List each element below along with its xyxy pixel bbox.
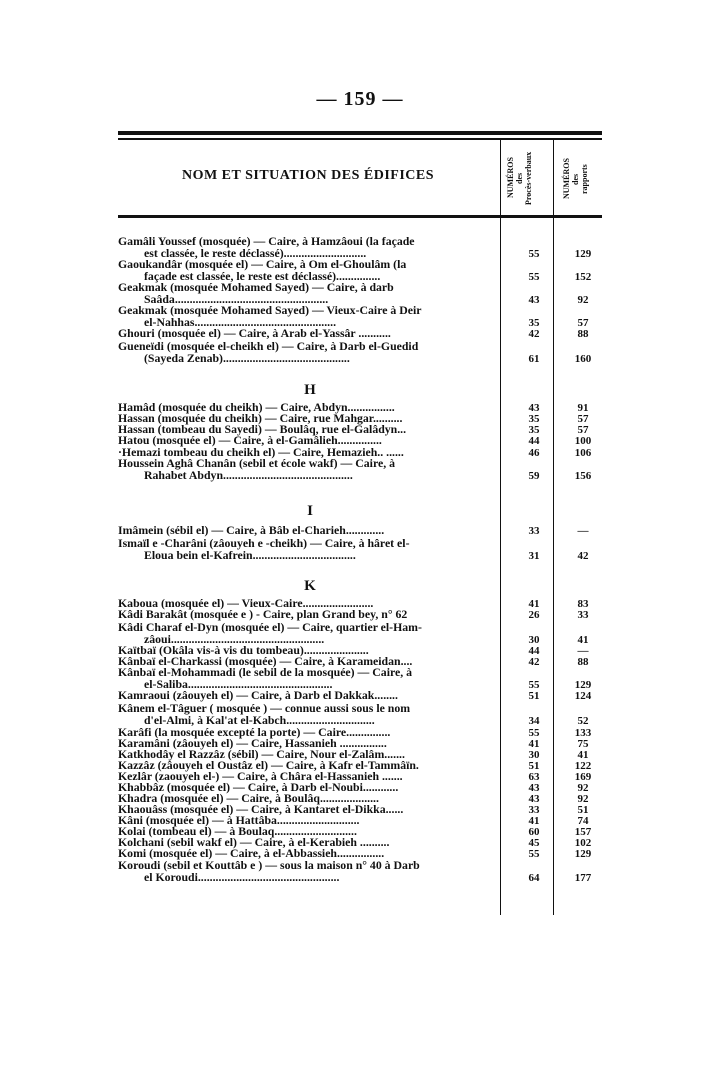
- entry-name: Houssein Aghâ Chanân (sebil et école wakf) — Caire, à Rahabet Abdyn............................................: [118, 456, 396, 482]
- proces-verbal-number: 34: [528, 714, 540, 727]
- section-letter-k: K: [304, 578, 316, 594]
- entry-name: Khabbâz (mosquée el) — Caire, à Darb el-Noubi............: [118, 780, 399, 794]
- rapport-number: 152: [574, 270, 592, 283]
- entry-name: Gaoukandâr (mosquée el) — Caire, à Om el-Ghoulâm (la façade est classée, le reste est déclassé)...............: [118, 257, 407, 283]
- proces-verbal-number: 63: [528, 771, 540, 783]
- proces-verbal-number: 55: [528, 848, 540, 860]
- rapport-number: 57: [577, 413, 589, 425]
- rapport-number: 133: [574, 727, 592, 739]
- entry-name: Kâni (mosquée el) — à Hattâba............................: [118, 813, 360, 827]
- rapport-number: 57: [577, 424, 589, 436]
- entry-name: Khadra (mosquée el) — Caire, à Boulâq....................: [118, 791, 379, 805]
- proces-verbal-number: 33: [528, 525, 540, 537]
- rapport-number: 157: [574, 826, 592, 838]
- section-letter-h: H: [304, 382, 316, 398]
- rapport-number: 75: [577, 738, 589, 750]
- entry-name: Karamâni (zâouyeh el) — Caire, Hassanieh ................: [118, 736, 387, 750]
- rapport-number: 124: [574, 690, 592, 702]
- proces-verbal-number: 30: [528, 749, 540, 761]
- proces-verbal-number: 61: [528, 352, 540, 365]
- entry-name: Koroudi (sebil et Kouttâb e ) — sous la maison n° 40 à Darb el Koroudi................................................: [118, 858, 420, 884]
- rapport-number: 122: [574, 760, 592, 772]
- rapport-number: 129: [574, 848, 592, 860]
- entry-name: Geakmak (mosquée Mohamed Sayed) — Caire, à darb Saâda....................................................: [118, 280, 394, 306]
- proces-verbal-number: 26: [528, 609, 540, 621]
- proces-verbal-number: 51: [528, 690, 540, 702]
- rapport-number: 41: [577, 633, 589, 646]
- entry-name: Kazzâz (zâouyeh el Oustâz el) — Caire, à Kafr el-Tammâïn.: [118, 758, 419, 772]
- entry-name: Kolai (tombeau el) — à Boulaq............................: [118, 824, 357, 838]
- proces-verbal-number: 59: [528, 469, 540, 482]
- entry-name: Kamraoui (zâouyeh el) — Caire, à Darb el Dakkak........: [118, 688, 398, 702]
- entry-name: Katkhodây el Razzâz (sébil) — Caire, Nour el-Zalâm.......: [118, 747, 405, 761]
- proces-verbal-number: 44: [528, 435, 540, 447]
- entry-name: Hatou (mosquée el) — Caire, à el-Gamâlieh...............: [118, 433, 382, 447]
- rapport-number: 52: [577, 714, 589, 727]
- proces-verbal-number: 33: [528, 804, 540, 816]
- entry-name: Kolchani (sebil wakf el) — Caire, à el-Kerabieh ..........: [118, 835, 390, 849]
- entry-name: Kânbaï el-Mohammadi (le sebil de la mosquée) — Caire, à el-Saliba.................................................: [118, 665, 413, 691]
- rapport-number: 106: [574, 447, 592, 459]
- proces-verbal-number: 35: [528, 316, 540, 329]
- entry-name: Kaboua (mosquée el) — Vieux-Caire........................: [118, 596, 374, 610]
- rapport-number: 169: [574, 771, 592, 783]
- entry-name: ·Hemazi tombeau du cheikh el) — Caire, Hemazieh.. ......: [118, 445, 404, 459]
- proces-verbal-number: 55: [528, 270, 540, 283]
- rapport-number: 88: [577, 328, 589, 340]
- column-separator-2: [553, 140, 554, 240]
- entry-name: Hassan (tombeau du Sayedi) — Boulâq, rue el-Galâdyn...: [118, 422, 407, 436]
- rapport-number: 129: [574, 678, 592, 691]
- rapport-number: 177: [574, 871, 592, 884]
- proces-verbal-number: 43: [528, 793, 540, 805]
- page-number: — 159 —: [316, 88, 404, 110]
- rapport-number: 51: [577, 804, 589, 816]
- header-top-rule: [118, 131, 602, 135]
- proces-verbal-number: 41: [528, 815, 540, 827]
- proces-verbal-number: 55: [528, 678, 540, 691]
- proces-verbal-number: 41: [528, 598, 540, 610]
- proces-verbal-number: 46: [528, 447, 540, 459]
- proces-verbal-number: 60: [528, 826, 540, 838]
- entry-name: Khaouâss (mosquée el) — Caire, à Kantaret el-Dikka......: [118, 802, 404, 816]
- proces-verbal-number: 30: [528, 633, 540, 646]
- pv-column-header: NUMÉROS des Procès-verbaux: [506, 151, 533, 205]
- header-bottom-rule: [118, 215, 602, 218]
- rapport-number: —: [577, 525, 589, 537]
- entry-name: Kâdi Charaf el-Dyn (mosquée el) — Caire, quartier el-Ham- zâoui....................................................: [118, 620, 422, 646]
- proces-verbal-number: 44: [528, 645, 540, 657]
- header-top-rule-thin: [118, 138, 602, 140]
- rapport-number: 74: [577, 815, 589, 827]
- proces-verbal-number: 35: [528, 424, 540, 436]
- rapports-column-header: NUMÉROS des rapports: [562, 158, 589, 200]
- entry-name: Ismaïl e -Charâni (zâouyeh e -cheikh) — Caire, à hâret el- Eloua bein el-Kafrein...................................: [118, 536, 410, 562]
- entry-name: Karâfi (la mosquée excepté la porte) — Caire...............: [118, 725, 391, 739]
- rapport-number: 33: [577, 609, 589, 621]
- proces-verbal-number: 55: [528, 247, 540, 260]
- entry-name: Kaïtbaï (Okâla vis-à vis du tombeau)......................: [118, 643, 369, 657]
- proces-verbal-number: 43: [528, 402, 540, 414]
- entry-name: Gueneïdi (mosquée el-cheikh el) — Caire, à Darb el-Guedid (Sayeda Zenab)...........................................: [118, 339, 419, 365]
- entry-name: Kânbaï el-Charkassi (mosquée) — Caire, à Karameidan....: [118, 654, 413, 668]
- entry-name: Ghouri (mosquée el) — Caire, à Arab el-Yassâr ...........: [118, 326, 391, 340]
- rapport-number: 88: [577, 656, 589, 668]
- proces-verbal-number: 55: [528, 727, 540, 739]
- proces-verbal-number: 45: [528, 837, 540, 849]
- entry-name: Hassan (mosquée du cheikh) — Caire, rue Mahgar..........: [118, 411, 403, 425]
- column-separator-3: [553, 240, 554, 915]
- proces-verbal-number: 42: [528, 656, 540, 668]
- proces-verbal-number: 51: [528, 760, 540, 772]
- entry-name: Kezlâr (zaouyeh el-) — Caire, à Châra el-Hassanieh .......: [118, 769, 403, 783]
- proces-verbal-number: 43: [528, 293, 540, 306]
- entry-name: Kâdi Barakât (mosquée e ) - Caire, plan Grand bey, n° 62: [118, 607, 408, 621]
- rapport-number: 92: [577, 793, 589, 805]
- rapport-number: 129: [574, 247, 592, 260]
- proces-verbal-number: 43: [528, 782, 540, 794]
- rapport-number: 83: [577, 598, 589, 610]
- rapport-number: 102: [574, 837, 592, 849]
- rapport-number: 160: [574, 352, 592, 365]
- proces-verbal-number: 64: [528, 871, 540, 884]
- table-header-title: NOM ET SITUATION DES ÉDIFICES: [181, 168, 435, 183]
- entry-name: Kânem el-Tâguer ( mosquée ) — connue aussi sous le nom d'el-Almi, à Kal'at el-Kabch..............................: [118, 701, 411, 727]
- rapport-number: 41: [577, 749, 589, 761]
- rapport-number: 92: [577, 782, 589, 794]
- rapport-number: 42: [577, 549, 589, 562]
- rapport-number: 92: [577, 293, 589, 306]
- rapport-number: 156: [574, 469, 592, 482]
- entry-name: Geakmak (mosquée Mohamed Sayed) — Vieux-Caire à Deir el-Nahhas................................................: [118, 303, 422, 329]
- proces-verbal-number: 31: [528, 549, 540, 562]
- entry-name: Komi (mosquée el) — Caire, à el-Abbassieh................: [118, 846, 385, 860]
- rapport-number: 57: [577, 316, 589, 329]
- rapport-number: 100: [574, 435, 592, 447]
- entry-name: Imâmein (sébil el) — Caire, à Bâb el-Charieh.............: [118, 523, 385, 537]
- rapport-number: 91: [577, 402, 589, 414]
- proces-verbal-number: 42: [528, 328, 540, 340]
- proces-verbal-number: 35: [528, 413, 540, 425]
- entry-name: Gamâli Youssef (mosquée) — Caire, à Hamzâoui (la façade est classée, le reste déclassé)............................: [118, 234, 415, 260]
- proces-verbal-number: 41: [528, 738, 540, 750]
- entry-name: Hamâd (mosquée du cheikh) — Caire, Abdyn................: [118, 400, 395, 414]
- rapport-number: —: [577, 645, 589, 657]
- section-letter-i: I: [307, 503, 313, 519]
